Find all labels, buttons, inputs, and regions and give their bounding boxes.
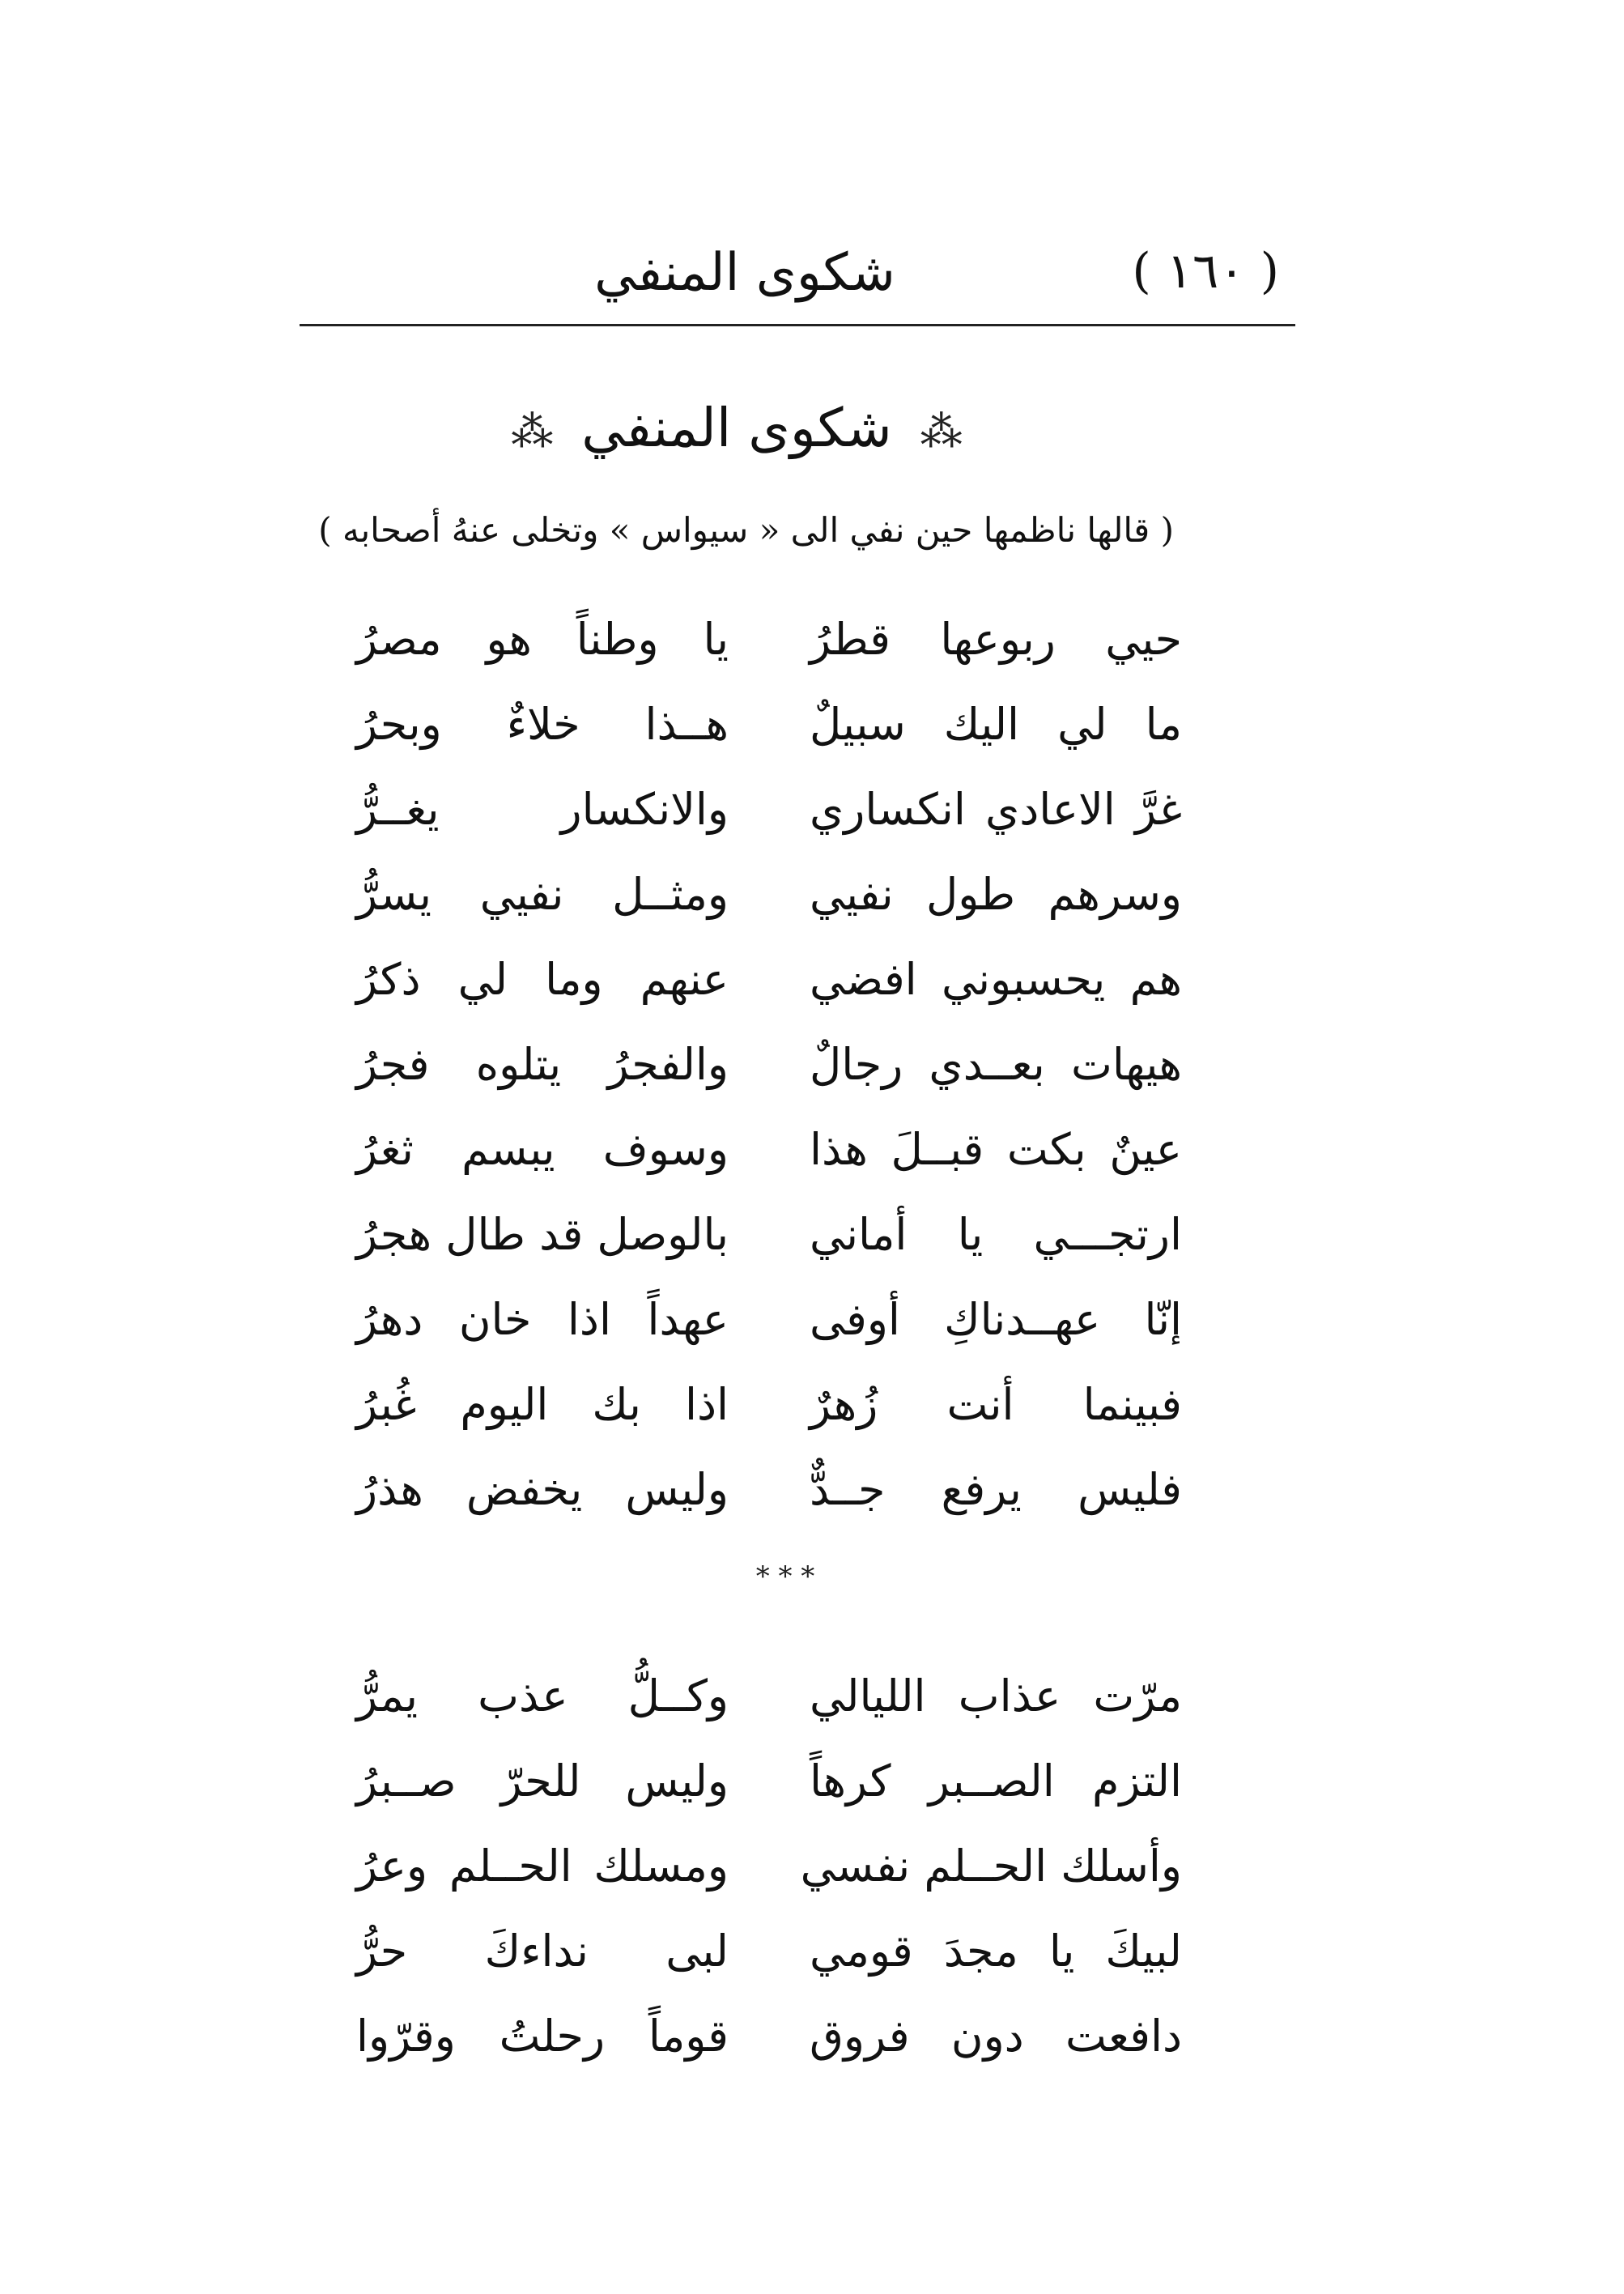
verse-line (356, 1911, 1182, 1992)
poem-subtitle: ( قالها ناظمها حين نفي الى « سيواس » وتخلى عنهُ أصحابه ) (318, 510, 1174, 550)
verse-line (356, 1656, 1182, 1737)
second-hemistich: ومثــل نفيي يسرُّ (356, 869, 729, 920)
verse-line (356, 599, 1182, 680)
verse-line (356, 1109, 1182, 1190)
ornament-left-icon: ⁂ (511, 408, 554, 457)
first-hemistich: فليس يرفع جــدٌّ (810, 1464, 1182, 1515)
second-hemistich: يا وطناً هو مصرُ (356, 614, 729, 665)
page-header (300, 235, 1295, 324)
first-hemistich: لبيكَ يا مجدَ قومي (810, 1926, 1182, 1977)
verse-line (356, 1826, 1182, 1907)
first-hemistich: وأسلك الحــلم نفسي (800, 1841, 1182, 1892)
first-hemistich: التزم الصــبر كرهاً (810, 1756, 1182, 1807)
second-hemistich: اذا بك اليوم غُبرُ (356, 1379, 729, 1430)
verse-line (356, 769, 1182, 850)
ornament-right-icon: ⁂ (920, 408, 963, 457)
poem-title-text: شكوى المنفي (581, 397, 892, 459)
page-number: ( ١٦٠ ) (1132, 243, 1279, 300)
section-break-icon: * * * (755, 1560, 815, 1593)
first-hemistich: ارتجـــي يا أماني (810, 1209, 1182, 1260)
verse-line (356, 1364, 1182, 1445)
second-hemistich: قوماً رحلتُ وقرّوا (356, 2011, 729, 2062)
second-hemistich: وسوف يبسم ثغرُ (356, 1124, 729, 1175)
verse-line (356, 1279, 1182, 1360)
header-rule (300, 324, 1295, 326)
second-hemistich: وليس للحرّ صــبرُ (356, 1756, 729, 1807)
first-hemistich: إنّا عهــدناكِ أوفى (810, 1294, 1182, 1345)
second-hemistich: والانكسار يغــرُّ (356, 784, 729, 835)
first-hemistich: فبينما أنت زُهرٌ (810, 1379, 1182, 1430)
verse-line (356, 939, 1182, 1020)
second-hemistich: ومسلك الحــلم وعرُ (356, 1841, 729, 1892)
poem-title (389, 397, 1085, 459)
verse-line (356, 1996, 1182, 2077)
first-hemistich: عينٌ بكت قبــلَ هذا (810, 1124, 1182, 1175)
second-hemistich: وليس يخفض هذرُ (356, 1464, 729, 1515)
verse-line (356, 684, 1182, 765)
second-hemistich: عهداً اذا خان دهرُ (356, 1294, 729, 1345)
verse-line (356, 1024, 1182, 1105)
verse-line (356, 1741, 1182, 1822)
second-hemistich: والفجرُ يتلوه فجرُ (356, 1039, 729, 1090)
first-hemistich: مرّت عذاب الليالي (810, 1670, 1182, 1722)
first-hemistich: هيهات بعــدي رجالٌ (810, 1039, 1182, 1090)
second-hemistich: بالوصل قد طال هجرُ (355, 1209, 729, 1260)
first-hemistich: دافعت دون فروق (810, 2011, 1182, 2062)
second-hemistich: وكــلُّ عذب يمرُّ (356, 1670, 729, 1722)
verse-line (356, 854, 1182, 935)
first-hemistich: ما لي اليك سبيلٌ (810, 699, 1182, 750)
first-hemistich: وسرهم طول نفيي (810, 869, 1182, 920)
second-hemistich: هــذا خلاءٌ وبحرُ (356, 699, 729, 750)
first-hemistich: هم يحسبوني افضي (810, 954, 1182, 1005)
second-hemistich: لبى نداءكَ حرُّ (356, 1926, 729, 1977)
first-hemistich: غرَّ الاعادي انكساري (810, 784, 1182, 835)
running-title: شكوى المنفي (594, 243, 895, 303)
second-hemistich: عنهم وما لي ذكرُ (356, 954, 729, 1005)
first-hemistich: حيي ربوعها قطرُ (810, 614, 1182, 665)
verse-line (356, 1194, 1182, 1275)
verse-line (356, 1449, 1182, 1530)
